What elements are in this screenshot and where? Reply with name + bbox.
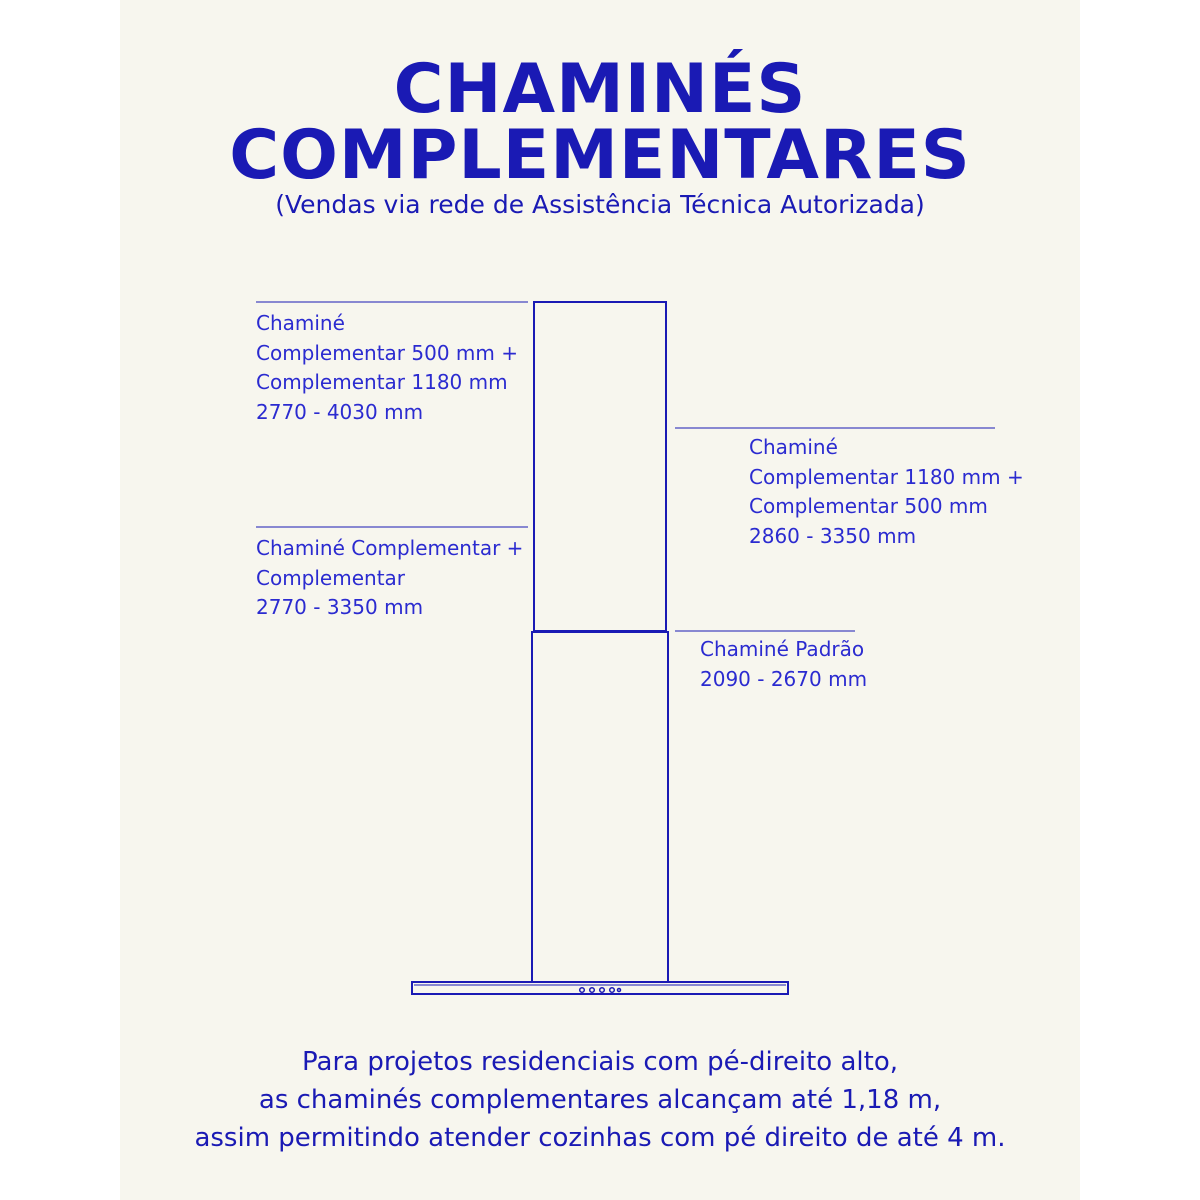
label-line: 2770 - 3350 mm <box>256 595 424 619</box>
label-bottom-right <box>700 635 867 694</box>
label-line: Chaminé <box>749 435 838 459</box>
label-line: 2770 - 4030 mm <box>256 399 424 424</box>
control-button-1 <box>580 988 585 993</box>
label-line: Chaminé <box>256 311 345 335</box>
lower-chimney-section <box>532 632 668 982</box>
footer-line: Para projetos residenciais com pé-direito alto, <box>302 1047 898 1077</box>
upper-chimney-section <box>534 302 666 631</box>
label-line: Complementar 1180 mm + <box>749 464 1024 489</box>
label-line: Chaminé Complementar + <box>256 536 524 560</box>
label-line: Complementar 1180 mm <box>256 370 508 394</box>
title-line-1: CHAMINÉS <box>393 50 807 129</box>
subtitle: (Vendas via rede de Assistência Técnica Autorizada) <box>275 190 925 219</box>
control-button-4 <box>610 988 615 993</box>
label-mid-right <box>749 433 1024 551</box>
label-line: 2090 - 2670 mm <box>700 666 868 691</box>
footer-line: as chaminés complementares alcançam até 1,18 m, <box>258 1085 942 1115</box>
control-button-2 <box>590 988 595 993</box>
footer-line: assim permitindo atender cozinhas com pé direito de até 4 m. <box>194 1123 1006 1153</box>
label-line: Complementar 500 mm + <box>256 340 518 365</box>
label-line: Complementar <box>256 565 406 590</box>
control-indicator <box>618 989 621 992</box>
label-line: 2860 - 3350 mm <box>749 523 917 548</box>
label-line: Complementar 500 mm <box>749 494 988 518</box>
label-mid-left <box>256 534 523 623</box>
label-top-left <box>256 309 518 427</box>
control-button-3 <box>600 988 605 993</box>
footer-text <box>0 1043 1200 1157</box>
title-line-2: COMPLEMENTARES <box>229 116 971 195</box>
label-line: Chaminé Padrão <box>700 637 865 661</box>
